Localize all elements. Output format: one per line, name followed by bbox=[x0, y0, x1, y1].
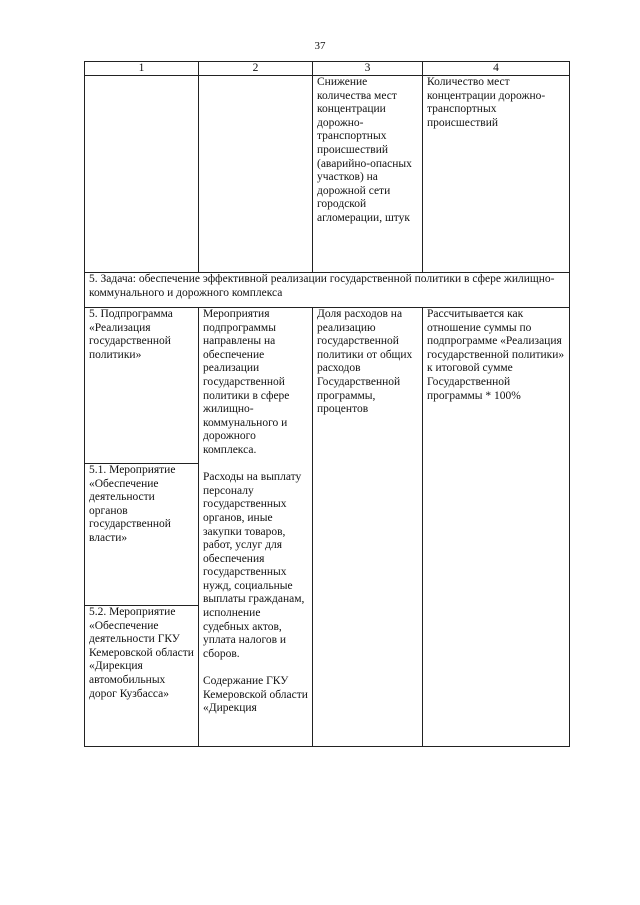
measure-1-name-cell: 5.1. Мероприятие «Обеспечение деятельности органов государственной власти» bbox=[85, 464, 199, 606]
subprogram-row bbox=[85, 308, 570, 464]
continuation-col-1 bbox=[85, 76, 199, 273]
indicators-table bbox=[84, 61, 570, 747]
measure-2-name-cell: 5.2. Мероприятие «Обеспечение деятельности ГКУ Кемеровской области «Дирекция автомобильных дорог Кузбасса» bbox=[85, 606, 199, 747]
subprogram-method-cell: Рассчитывается как отношение суммы по подпрограмме «Реализация государственной политики» к итоговой сумме Государственной программы * 100% bbox=[423, 308, 570, 747]
page-number: 37 bbox=[314, 40, 326, 52]
description-paragraph-3: Содержание ГКУ Кемеровской области «Дирекция bbox=[203, 675, 308, 715]
task-cell: 5. Задача: обеспечение эффективной реализации государственной политики в сфере жилищно-коммунального и дорожного комплекса bbox=[85, 273, 570, 308]
continuation-col-2 bbox=[199, 76, 313, 273]
header-col-1: 1 bbox=[85, 62, 199, 76]
subprogram-indicator-cell: Доля расходов на реализацию государственной политики от общих расходов Государственной программы, процентов bbox=[313, 308, 423, 747]
subprogram-description-cell bbox=[199, 308, 313, 747]
header-col-4: 4 bbox=[423, 62, 570, 76]
paragraph-gap bbox=[203, 661, 308, 675]
indicator-name-cell: Снижение количества мест концентрации дорожно-транспортных происшествий (аварийно-опасных участков) на дорожной сети городской агломерации, штук bbox=[313, 76, 423, 273]
indicator-method-cell: Количество мест концентрации дорожно-транспортных происшествий bbox=[423, 76, 570, 273]
description-paragraph-1: Мероприятия подпрограммы направлены на обеспечение реализации государственной политики в сфере жилищно-коммунального и дорожного комплекса. bbox=[203, 308, 290, 456]
header-col-2: 2 bbox=[199, 62, 313, 76]
header-row bbox=[85, 62, 570, 76]
description-paragraph-2: Расходы на выплату персоналу государственных органов, иные закупки товаров, работ, услуг для обеспечения государственных нужд, социальные выплаты гражданам, исполнение судебных актов, уплата налогов и сборов. bbox=[203, 471, 305, 660]
task-row bbox=[85, 273, 570, 308]
paragraph-gap bbox=[203, 458, 308, 472]
header-col-3: 3 bbox=[313, 62, 423, 76]
subprogram-name-cell: 5. Подпрограмма «Реализация государственной политики» bbox=[85, 308, 199, 464]
continuation-row bbox=[85, 76, 570, 273]
